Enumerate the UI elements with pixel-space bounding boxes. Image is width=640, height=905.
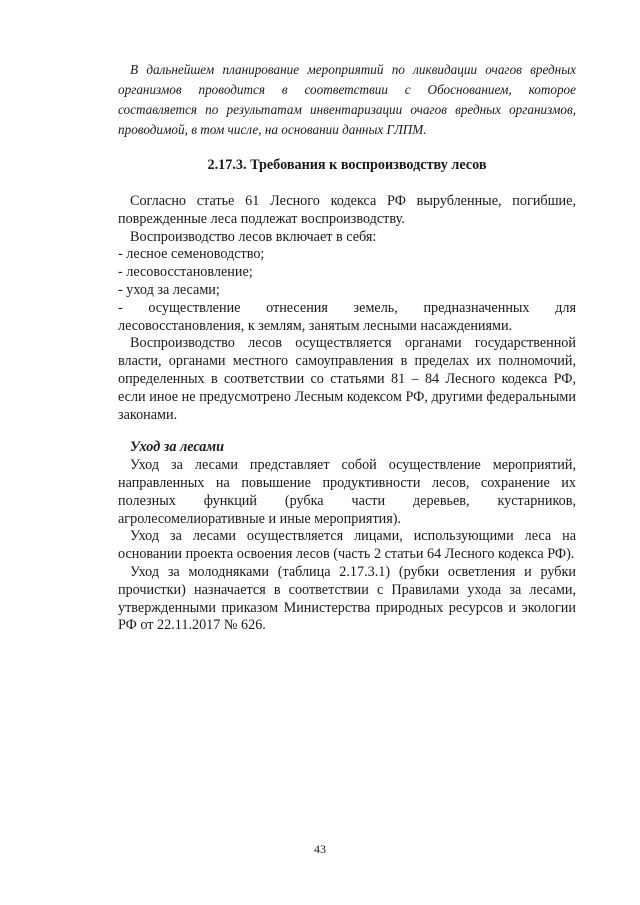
paragraph-care-executors: Уход за лесами осуществляется лицами, использующими леса на основании проекта освоения лесов (часть 2 статьи 64 Лесного кодекса РФ). (118, 528, 576, 563)
document-body (118, 193, 576, 635)
section-heading: 2.17.3. Требования к воспроизводству лесов (207, 157, 487, 173)
intro-italic-paragraph: В дальнейшем планирование мероприятий по ликвидации очагов вредных организмов проводится в соответствии с Обоснованием, которое составляется по результатам инвентаризации очагов вредных организмов, проводимой, в том числе, на основании данных ГЛПМ. (118, 62, 576, 137)
paragraph-authorities: Воспроизводство лесов осуществляется органами государственной власти, органами местного самоуправления в пределах их полномочий, определенных в соответствии со статьями 81 – 84 Лесного кодекса РФ, если иное не предусмотрено Лесным кодексом РФ, другими федеральными законами. (118, 335, 576, 423)
list-item-reforestation: - лесовосстановление; (118, 264, 253, 281)
page-number: 43 (314, 842, 326, 856)
paragraph-care-definition: Уход за лесами представляет собой осуществление мероприятий, направленных на повышение продуктивности лесов, сохранение их полезных функций (рубка части деревьев, кустарников, агролесомелиоративные и иные мероприятия). (118, 457, 576, 527)
list-item-forest-care: - уход за лесами; (118, 281, 220, 298)
paragraph-reproduction-includes: Воспроизводство лесов включает в себя: (130, 228, 377, 245)
paragraph-article-61: Согласно статье 61 Лесного кодекса РФ вырубленные, погибшие, поврежденные леса подлежат воспроизводству. (118, 193, 576, 227)
list-item-land-assignment: - осуществление отнесения земель, предназначенных для лесовосстановления, к землям, занятым лесными насаждениями. (118, 299, 576, 334)
paragraph-young-stands: Уход за молодняками (таблица 2.17.3.1) (рубки осветления и рубки прочистки) назначается в соответствии с Правилами ухода за лесами, утвержденными приказом Министерства природных ресурсов и экологии РФ от 22.11.2017 № 626. (118, 563, 576, 634)
subheading-forest-care: Уход за лесами (130, 439, 224, 456)
list-item-seed-production: - лесное семеноводство; (118, 246, 265, 263)
